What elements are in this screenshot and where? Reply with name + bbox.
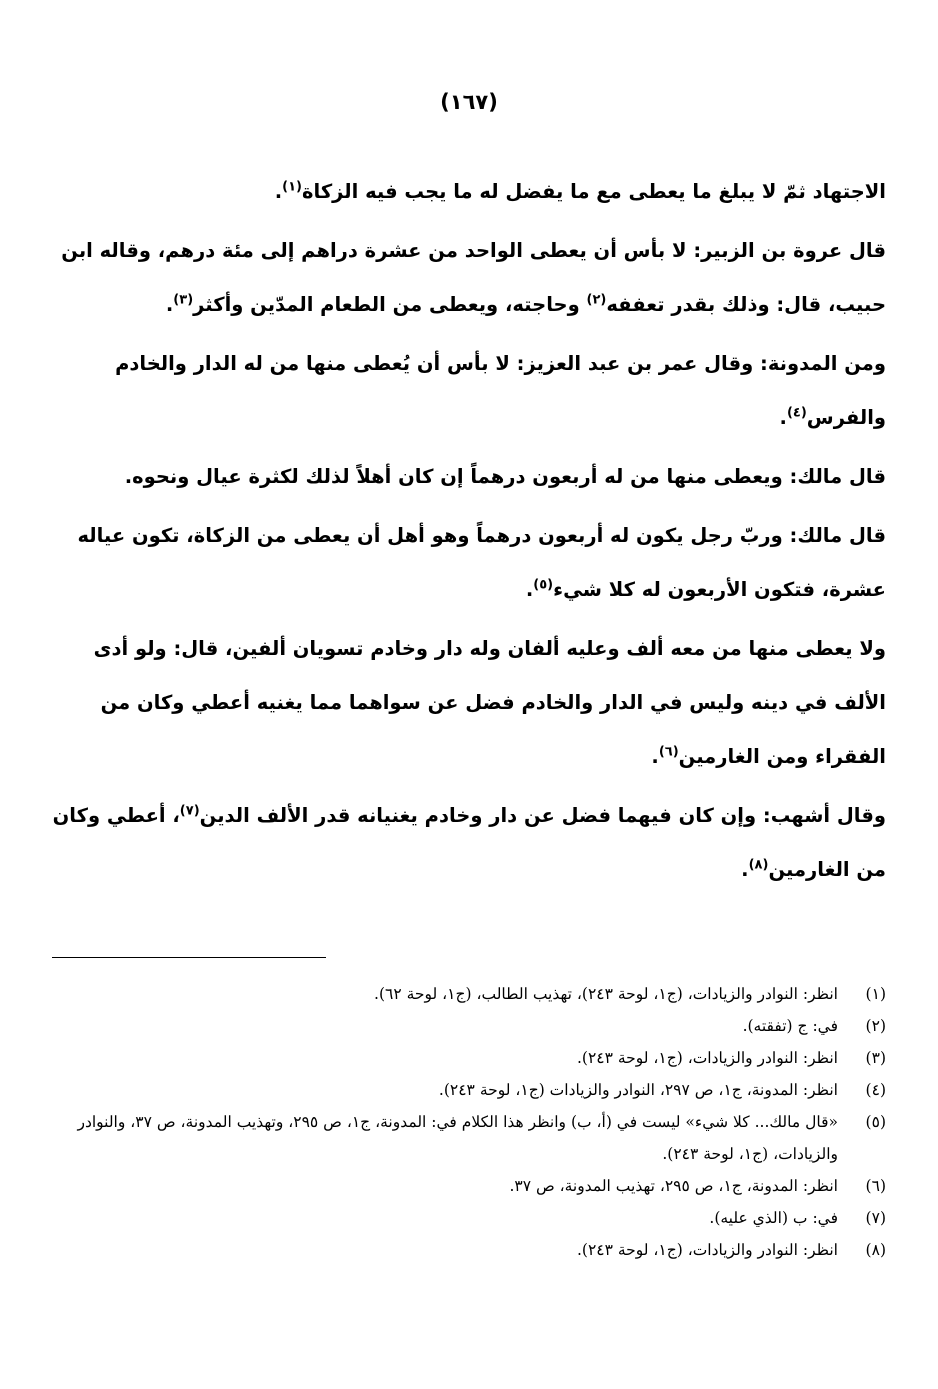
footnote-marker: (٧) xyxy=(179,803,200,819)
paragraph-text: قال مالك: ويعطى منها من له أربعون درهماً إن كان أهلاً لذلك لكثرة عيال ونحوه. xyxy=(124,465,886,488)
footnote-text: انظر: المدونة، ج١، ص ٢٩٥، تهذيب المدونة، ص ٣٧. xyxy=(509,1177,838,1195)
footnote-number: (٣) xyxy=(865,1049,886,1067)
paragraph-tail: . xyxy=(274,180,283,203)
paragraph-text: قال مالك: وربّ رجل يكون له أربعون درهماً وهو أهل أن يعطى من الزكاة، تكون عياله عشرة، فتكون الأربعون له كلا شيء xyxy=(77,524,886,601)
main-text xyxy=(48,165,886,902)
footnote-marker: (٤) xyxy=(786,405,807,421)
footnote-marker: (٣) xyxy=(173,292,194,308)
paragraph-tail: . xyxy=(779,406,787,429)
paragraph-text: الاجتهاد ثمّ لا يبلغ ما يعطى مع ما يفضل له ما يجب فيه الزكاة xyxy=(301,180,886,203)
footnote-divider xyxy=(52,957,326,958)
footnote xyxy=(46,1202,886,1234)
footnote-text: انظر: النوادر والزيادات، (ج١، لوحة ٢٤٣)، تهذيب الطالب، (ج١، لوحة ٦٢). xyxy=(374,985,838,1003)
footnote xyxy=(46,1074,886,1106)
footnote-number: (٥) xyxy=(865,1113,886,1131)
footnote-number: (٤) xyxy=(865,1081,886,1099)
paragraph xyxy=(48,165,886,219)
paragraph-text: وحاجته، ويعطى من الطعام المدّين وأكثر xyxy=(193,293,587,316)
footnote-text: «قال مالك... كلا شيء» ليست في (أ، ب) وانظر هذا الكلام في: المدونة، ج١، ص ٢٩٥، وتهذيب المدونة، ص ٣٧، والنوادر والزيادات، (ج١، لوحة ٢٤٣). xyxy=(77,1113,838,1163)
footnote-number: (٧) xyxy=(865,1209,886,1227)
paragraph xyxy=(48,224,886,332)
footnote xyxy=(46,1234,886,1266)
footnote-number: (١) xyxy=(865,985,886,1003)
footnote-marker: (٥) xyxy=(533,577,554,593)
footnote xyxy=(46,1106,886,1170)
footnote-number: (٢) xyxy=(865,1017,886,1035)
footnote-marker: (٦) xyxy=(658,744,679,760)
paragraph xyxy=(48,622,886,784)
paragraph xyxy=(48,509,886,617)
footnote xyxy=(46,978,886,1010)
footnote-text: انظر: المدونة، ج١، ص ٢٩٧، النوادر والزيادات (ج١، لوحة ٢٤٣). xyxy=(438,1081,838,1099)
paragraph-text: قال عروة بن الزبير: لا بأس أن يعطى الواحد من عشرة دراهم إلى مئة درهم، وقاله ابن حبيب، قال: وذلك بقدر تعففه xyxy=(61,239,886,316)
footnote-number: (٦) xyxy=(865,1177,886,1195)
page-number: (١٦٧) xyxy=(440,90,498,114)
footnote-text: في: ب (الذي عليه). xyxy=(709,1209,838,1227)
footnote-text: انظر: النوادر والزيادات، (ج١، لوحة ٢٤٣). xyxy=(576,1241,838,1259)
paragraph-text: ومن المدونة: وقال عمر بن عبد العزيز: لا بأس أن يُعطى منها من له الدار والخادم والفرس xyxy=(115,352,886,429)
paragraph-tail: . xyxy=(741,858,749,881)
paragraph xyxy=(48,789,886,897)
paragraph-tail: . xyxy=(165,293,174,316)
paragraph-text: ، أعطي وكان من الغارمين xyxy=(52,804,886,881)
footnote-marker: (٢) xyxy=(586,292,607,308)
footnote-marker: (١) xyxy=(282,179,302,195)
footnote xyxy=(46,1010,886,1042)
footnote-text: في: ج (تفقته). xyxy=(742,1017,838,1035)
footnote xyxy=(46,1170,886,1202)
paragraph xyxy=(48,337,886,445)
footnote-marker: (٨) xyxy=(748,857,769,873)
footnotes xyxy=(46,978,886,1266)
footnote-number: (٨) xyxy=(865,1241,886,1259)
paragraph xyxy=(48,450,886,504)
paragraph-tail: . xyxy=(525,578,534,601)
footnote-text: انظر: النوادر والزيادات، (ج١، لوحة ٢٤٣). xyxy=(576,1049,838,1067)
paragraph-tail: . xyxy=(651,745,659,768)
paragraph-text: وقال أشهب: وإن كان فيهما فضل عن دار وخادم يغنيانه قدر الألف الدين xyxy=(199,804,886,827)
footnote xyxy=(46,1042,886,1074)
paragraph-text: ولا يعطى منها من معه ألف وعليه ألفان وله دار وخادم تسويان ألفين، قال: ولو أدى الألف في دينه وليس في الدار والخادم فضل عن سواهما مما يغنيه أعطي وكان من الفقراء ومن الغارمين xyxy=(93,637,886,768)
